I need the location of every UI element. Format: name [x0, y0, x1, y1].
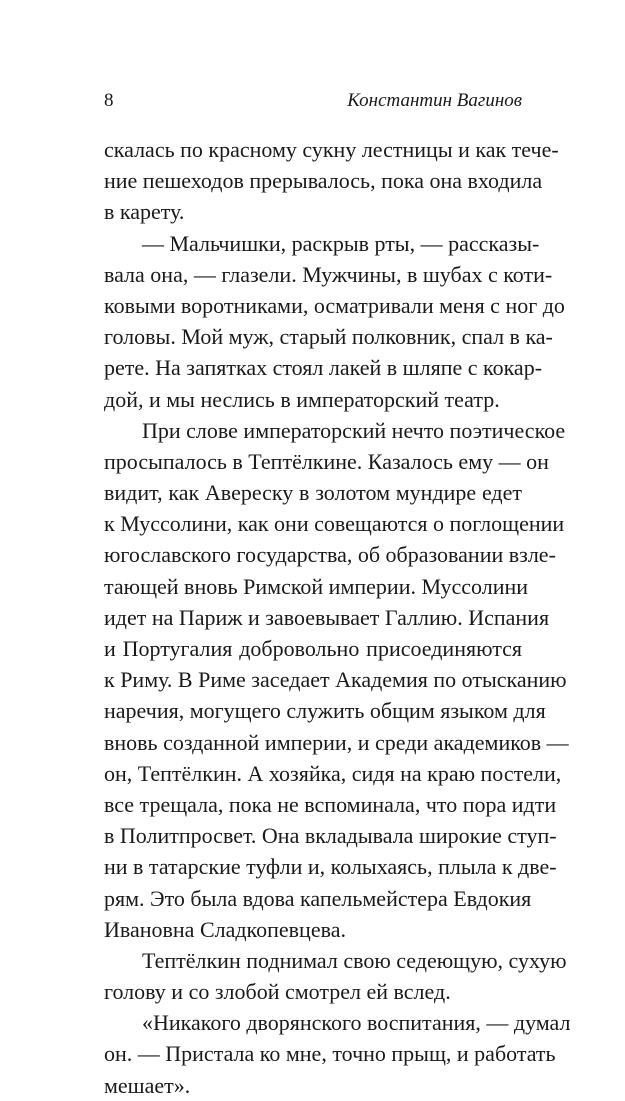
- text-line: — Мальчишки, раскрыв рты, — рассказы-: [142, 230, 540, 256]
- text-line: ни в татарские туфли и, колыхаясь, плыла к две-: [104, 854, 557, 880]
- text-line: идет на Париж и завоевывает Галлию. Испания: [104, 604, 550, 630]
- text-line: скалась по красному сукну лестницы и как тече-: [104, 137, 559, 162]
- text-line: При слове императорский нечто поэтическое: [142, 417, 566, 443]
- running-head: [104, 88, 522, 114]
- text-line: голову и со злобой смотрел ей вслед.: [104, 979, 451, 1005]
- text-line: все трещала, пока не вспоминала, что пора идти: [104, 791, 557, 817]
- text-line: к Муссолини, как они совещаются о поглощении: [104, 511, 565, 537]
- text-line: наречия, могущего служить общим языком для: [104, 698, 546, 724]
- text-line: «Никакого дворянского воспитания, — думал: [142, 1010, 571, 1036]
- text-line: мешает».: [104, 1072, 191, 1098]
- text-line: видит, как Авереску в золотом мундире едет: [104, 480, 522, 506]
- text-line: и Португалия добровольно присоединяются: [104, 636, 522, 661]
- text-line: тающей вновь Римской империи. Муссолини: [104, 573, 529, 599]
- text-line: рете. На запятках стоял лакей в шляпе с кокар-: [104, 355, 543, 381]
- text-line: в Политпросвет. Она вкладывала широкие ступ-: [104, 823, 557, 849]
- text-line: рям. Это была вдова капельмейстера Евдокия: [104, 885, 532, 911]
- body-text: [104, 134, 571, 1101]
- text-line: в карету.: [104, 199, 185, 225]
- text-line: головы. Мой муж, старый полковник, спал в ка-: [104, 324, 553, 350]
- text-line: он. — Пристала ко мне, точно прыщ, и работать: [104, 1041, 556, 1067]
- text-line: ние пешеходов прерывалось, пока она входила: [104, 168, 543, 194]
- page-number: 8: [104, 90, 114, 111]
- author-name: Константин Вагинов: [347, 90, 522, 111]
- text-line: вновь созданной империи, и среди академиков —: [104, 729, 569, 755]
- text-line: просыпалось в Тептёлкине. Казалось ему — он: [104, 448, 549, 474]
- text-line: ковыми воротниками, осматривали меня с ног до: [104, 292, 565, 318]
- text-line: дой, и мы неслись в императорский театр.: [104, 386, 500, 412]
- text-line: он, Тептёлкин. А хозяйка, сидя на краю постели,: [104, 760, 562, 786]
- text-line: к Риму. В Риме заседает Академия по отысканию: [104, 667, 567, 693]
- text-line: Ивановна Сладкопевцева.: [104, 916, 346, 942]
- text-line: югославского государства, об образовании взле-: [104, 542, 556, 568]
- text-line: вала она, — глазели. Мужчины, в шубах с коти-: [104, 261, 553, 287]
- text-line: Тептёлкин поднимал свою седеющую, сухую: [142, 947, 567, 973]
